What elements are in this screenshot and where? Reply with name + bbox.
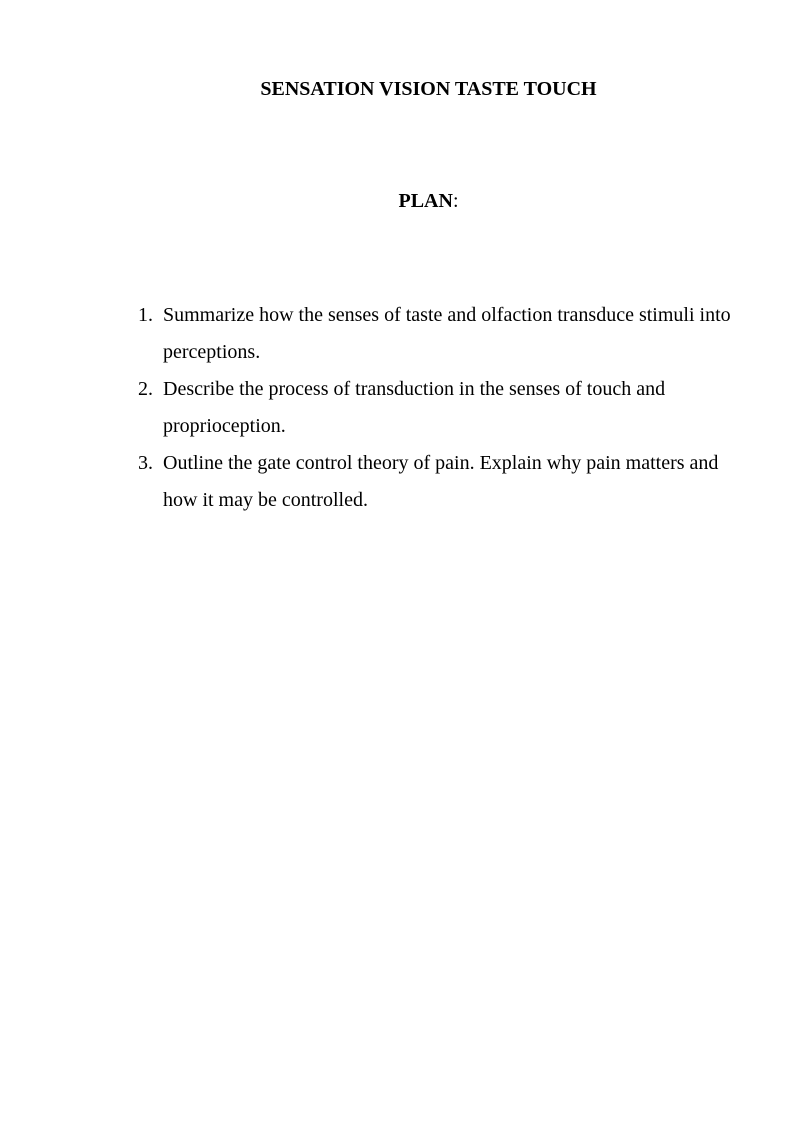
list-item: [138, 445, 748, 519]
list-item: [138, 371, 748, 445]
list-item-text: Summarize how the senses of taste and olfaction transduce stimuli into perceptions.: [163, 304, 731, 363]
plan-list: [138, 297, 748, 519]
list-item-text: Describe the process of transduction in the senses of touch and proprioception.: [163, 378, 666, 437]
list-item-number: 2.: [138, 378, 153, 400]
document-title: SENSATION VISION TASTE TOUCH: [260, 78, 597, 100]
plan-heading: [0, 188, 800, 214]
list-item-number: 3.: [138, 452, 153, 474]
list-item-text: Outline the gate control theory of pain. Explain why pain matters and how it may be controlled.: [163, 452, 719, 511]
plan-label: PLAN: [398, 190, 453, 212]
list-item: [138, 297, 748, 371]
plan-colon: :: [452, 190, 459, 212]
list-item-number: 1.: [138, 304, 153, 326]
